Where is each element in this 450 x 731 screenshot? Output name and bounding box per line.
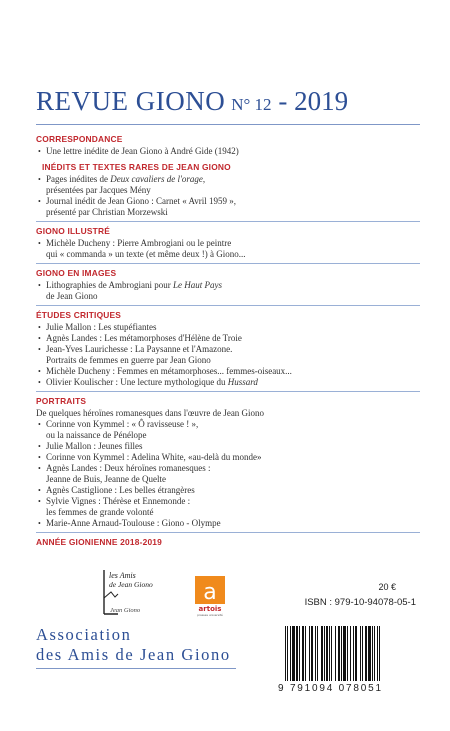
artois-publisher-logo: [194, 575, 226, 617]
divider: [36, 391, 420, 392]
title-main: REVUE GIONO: [36, 86, 226, 116]
publisher-letter: a: [203, 580, 217, 605]
barcode-bar: [343, 626, 346, 681]
publisher-name: artois: [198, 605, 222, 613]
section-heading: INÉDITS ET TEXTES RARES DE JEAN GIONO: [42, 162, 231, 172]
divider: [36, 263, 420, 264]
barcode-bar: [285, 626, 286, 681]
issue-dash: -: [271, 86, 295, 116]
list-item: • Julie Mallon : Les stupéfiantes: [36, 322, 426, 333]
divider: [36, 221, 420, 222]
journal-title: [36, 86, 348, 117]
list-item: • Une lettre inédite de Jean Giono à André Gide (1942): [36, 146, 426, 157]
barcode-bar: [321, 626, 323, 681]
section-inedits: [36, 160, 426, 218]
list-item: • Agnès Landes : Les métamorphoses d'Hélène de Troie: [36, 333, 426, 344]
barcode-bar: [315, 626, 316, 681]
list-item: • Michèle Ducheny : Pierre Ambrogiani ou le peintre qui « commanda » un texte (et même deux !) à Giono...: [36, 238, 426, 260]
list-item: • Marie-Anne Arnaud-Toulouse : Giono - Olympe: [36, 518, 426, 529]
barcode-bar: [347, 626, 348, 681]
section-heading: GIONO EN IMAGES: [36, 268, 117, 278]
issue-year: 2019: [294, 86, 349, 116]
section-heading: ÉTUDES CRITIQUES: [36, 310, 122, 320]
barcode-number: 9 791094 078051: [278, 683, 383, 694]
issue-number: N° 12: [231, 95, 272, 114]
section-heading: CORRESPONDANCE: [36, 134, 123, 144]
barcode-bar: [329, 626, 330, 681]
barcode-bar: [338, 626, 340, 681]
list-item: • Agnès Landes : Deux héroïnes romanesques : Jeanne de Buis, Jeanne de Quelte: [36, 463, 426, 485]
list-item: • Julie Mallon : Jeunes filles: [36, 441, 426, 452]
section-heading: PORTRAITS: [36, 396, 87, 406]
barcode-bar: [309, 626, 310, 681]
section-etudes-critiques: [36, 308, 426, 388]
list-item: • Pages inédites de Deux cavaliers de l'orage, présentées par Jacques Mény: [36, 174, 426, 196]
section-portraits: [36, 394, 426, 529]
barcode-bar: [362, 626, 363, 681]
barcode-bar: [368, 626, 371, 681]
annee-gionienne-heading: ANNÉE GIONIENNE 2018-2019: [36, 537, 163, 547]
amis-line-1: les Amis: [109, 571, 136, 580]
title-rule: [36, 124, 420, 125]
association-name: [36, 625, 231, 665]
barcode-bar: [287, 626, 288, 681]
barcode-bar: [290, 626, 291, 681]
barcode-bar: [326, 626, 328, 681]
association-rule: [36, 668, 236, 669]
divider: [36, 305, 420, 306]
barcode-bar: [335, 626, 336, 681]
isbn: ISBN : 979-10-94078-05-1: [304, 597, 416, 608]
barcode-bar: [296, 626, 298, 681]
barcode-bar: [379, 626, 380, 681]
barcode-bar: [292, 626, 295, 681]
barcode-bar: [324, 626, 325, 681]
barcode-bar: [374, 626, 375, 681]
list-item: • Journal inédit de Jean Giono : Carnet « Avril 1959 », présenté par Christian Morzewski: [36, 196, 426, 218]
barcode-bar: [360, 626, 361, 681]
barcode-bar: [305, 626, 306, 681]
barcode-bar: [377, 626, 378, 681]
list-item: • Jean-Yves Laurichesse : La Paysanne et l'Amazone. Portraits de femmes en guerre par Jean Giono: [36, 344, 426, 366]
barcode-bar: [355, 626, 357, 681]
section-heading: GIONO ILLUSTRÉ: [36, 226, 110, 236]
list-item: • Corinne von Kymmel : « Ô ravisseuse ! », ou la naissance de Pénélope: [36, 419, 426, 441]
barcode-bar: [341, 626, 342, 681]
barcode-bar: [311, 626, 313, 681]
section-giono-illustre: [36, 224, 426, 260]
list-item: • Michèle Ducheny : Femmes en métamorphoses... femmes-oiseaux...: [36, 366, 426, 377]
association-line-1: Association: [36, 625, 132, 644]
section-correspondance: [36, 132, 426, 157]
association-line-2: des Amis de Jean Giono: [36, 645, 231, 664]
divider: [36, 532, 420, 533]
price: 20 €: [378, 582, 396, 592]
barcode: [284, 626, 420, 681]
amis-signature: Jean Giono: [110, 607, 141, 614]
list-item: • Lithographies de Ambrogiani pour Le Haut Pays de Jean Giono: [36, 280, 426, 302]
publisher-sub: presses université: [197, 613, 223, 617]
barcode-bar: [299, 626, 300, 681]
list-item: • Sylvie Vignes : Thérèse et Ennemonde : les femmes de grande volonté: [36, 496, 426, 518]
list-item: • Corinne von Kymmel : Adelina White, «au-delà du monde»: [36, 452, 426, 463]
barcode-bar: [372, 626, 373, 681]
barcode-bar: [353, 626, 354, 681]
barcode-bar: [302, 626, 304, 681]
section-giono-en-images: [36, 266, 426, 302]
amis-line-2: de Jean Giono: [109, 580, 153, 589]
barcode-bar: [331, 626, 332, 681]
section-intro: De quelques héroïnes romanesques dans l'œuvre de Jean Giono: [36, 408, 265, 418]
barcode-bar: [350, 626, 351, 681]
barcode-bar: [365, 626, 367, 681]
barcode-bar: [317, 626, 318, 681]
table-of-contents: [36, 130, 426, 549]
list-item: • Olivier Koulischer : Une lecture mythologique du Hussard: [36, 377, 426, 388]
amis-giono-logo: [100, 568, 158, 618]
list-item: • Agnès Castiglione : Les belles étrangères: [36, 485, 426, 496]
